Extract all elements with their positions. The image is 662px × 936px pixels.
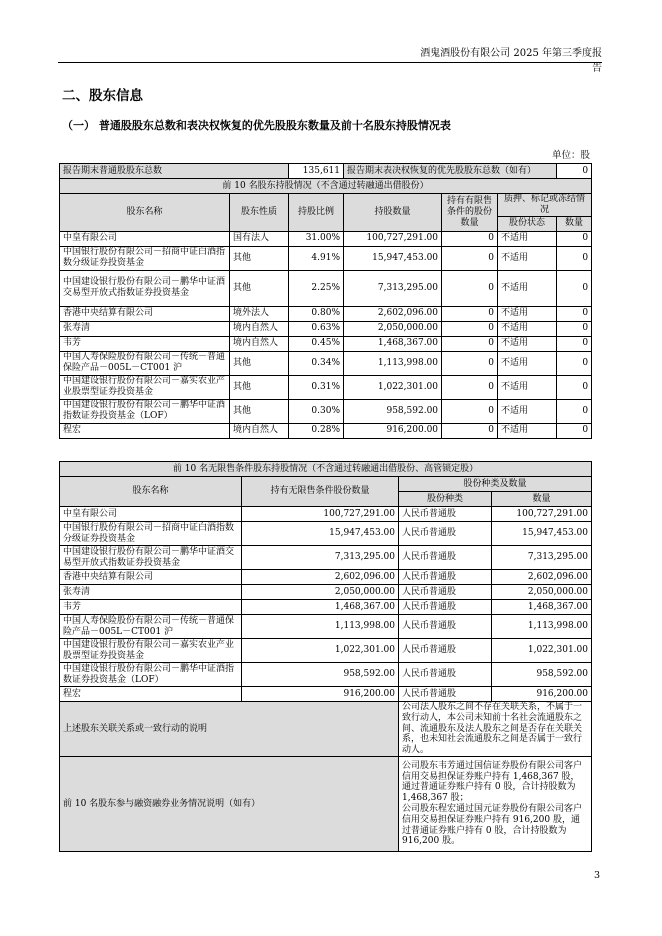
pledge-status: 不适用	[498, 270, 557, 306]
relation-note-text: 公司法人股东之间不存在关联关系，不属于一致行动人，本公司未知前十名社会流通股东之间、流通股东及法人股东之间是否存在关联关系，也未知社会流通股东之间是否属于一致行动人。	[399, 702, 592, 757]
shareholding-ratio: 0.28%	[289, 423, 344, 438]
shareholder-name: 中皇有限公司	[60, 507, 242, 522]
unit-label: 单位：股	[551, 150, 590, 161]
restricted-qty: 0	[442, 231, 498, 246]
share-type-qty: 1,022,301.00	[492, 639, 592, 663]
shareholding-qty: 7,313,295.00	[344, 270, 442, 306]
col-header-restricted: 持有有限售条件的股份数量	[442, 194, 498, 232]
col-header-ratio: 持股比例	[289, 194, 344, 232]
share-type: 人民币普通股	[399, 600, 492, 615]
table-row	[60, 321, 592, 336]
pledge-qty: 0	[557, 270, 592, 306]
pledge-status: 不适用	[498, 351, 557, 375]
pledge-qty: 0	[557, 321, 592, 336]
margin-note-text	[399, 756, 592, 851]
u-col-header-type-group: 股份种类及数量	[399, 477, 592, 492]
col-header-nature: 股东性质	[230, 194, 289, 232]
pledge-qty: 0	[557, 375, 592, 399]
u-col-header-type: 股份种类	[399, 492, 492, 507]
shareholding-qty: 1,022,301.00	[344, 375, 442, 399]
shareholding-qty: 1,468,367.00	[344, 336, 442, 351]
shareholder-name: 中国建设银行股份有限公司－嘉实农业产业股票型证券投资基金	[60, 375, 230, 399]
col-header-pledge: 质押、标记或冻结情况	[498, 194, 592, 217]
shareholder-nature: 其他	[230, 270, 289, 306]
shareholder-name: 中皇有限公司	[60, 231, 230, 246]
unrestricted-qty: 100,727,291.00	[242, 507, 399, 522]
pledge-qty: 0	[557, 231, 592, 246]
share-type-qty: 7,313,295.00	[492, 546, 592, 570]
unrestricted-qty: 2,602,096.00	[242, 570, 399, 585]
restricted-qty: 0	[442, 375, 498, 399]
shareholding-ratio: 0.31%	[289, 375, 344, 399]
pledge-qty: 0	[557, 246, 592, 270]
unrestricted-qty: 15,947,453.00	[242, 522, 399, 546]
restricted-qty: 0	[442, 336, 498, 351]
shareholding-qty: 100,727,291.00	[344, 231, 442, 246]
table-row	[60, 615, 592, 639]
relation-note-row	[60, 702, 592, 757]
shareholder-nature: 国有法人	[230, 231, 289, 246]
top10-caption: 前 10 名股东持股情况（不含通过转融通出借股份）	[60, 179, 592, 194]
unrestricted-caption: 前 10 名无限售条件股东持股情况（不含通过转融通出借股份、高管锁定股）	[60, 462, 592, 477]
unrestricted-qty: 916,200.00	[242, 687, 399, 702]
margin-note-label: 前 10 名股东参与融资融券业务情况说明（如有）	[60, 756, 399, 851]
share-type-qty: 15,947,453.00	[492, 522, 592, 546]
pledge-qty: 0	[557, 423, 592, 438]
share-type: 人民币普通股	[399, 546, 492, 570]
restricted-qty: 0	[442, 321, 498, 336]
unrestricted-qty: 1,468,367.00	[242, 600, 399, 615]
share-type-qty: 100,727,291.00	[492, 507, 592, 522]
pledge-status: 不适用	[498, 336, 557, 351]
pledge-qty: 0	[557, 351, 592, 375]
shareholder-name: 中国建设银行股份有限公司－鹏华中证酒指数证券投资基金（LOF）	[60, 399, 230, 423]
unrestricted-qty: 2,050,000.00	[242, 585, 399, 600]
table-row	[60, 306, 592, 321]
top10-shareholders-table	[59, 163, 592, 439]
shareholder-nature: 其他	[230, 351, 289, 375]
shareholding-qty: 2,050,000.00	[344, 321, 442, 336]
shareholding-ratio: 0.80%	[289, 306, 344, 321]
table-row	[60, 585, 592, 600]
table-row	[60, 375, 592, 399]
pledge-status: 不适用	[498, 231, 557, 246]
table-row	[60, 687, 592, 702]
shareholder-name: 中国建设银行股份有限公司－嘉实农业产业股票型证券投资基金	[60, 639, 242, 663]
shareholder-name: 中国建设银行股份有限公司－鹏华中证酒交易型开放式指数证券投资基金	[60, 270, 230, 306]
shareholder-name: 韦芳	[60, 336, 230, 351]
pledge-status: 不适用	[498, 306, 557, 321]
shareholding-qty: 2,602,096.00	[344, 306, 442, 321]
shareholder-nature: 其他	[230, 399, 289, 423]
col-header-name: 股东名称	[60, 194, 230, 232]
restricted-qty: 0	[442, 399, 498, 423]
table-row	[60, 600, 592, 615]
restricted-qty: 0	[442, 270, 498, 306]
share-type-qty: 1,113,998.00	[492, 615, 592, 639]
u-col-header-type-qty: 数量	[492, 492, 592, 507]
col-header-qty: 持股数量	[344, 194, 442, 232]
pledge-status: 不适用	[498, 423, 557, 438]
share-type-qty: 916,200.00	[492, 687, 592, 702]
shareholder-name: 程宏	[60, 423, 230, 438]
table-row	[60, 507, 592, 522]
shareholder-nature: 其他	[230, 246, 289, 270]
col-header-pledge-qty: 数量	[557, 216, 592, 231]
table-row	[60, 663, 592, 687]
table-row	[60, 246, 592, 270]
summary-value-common: 135,611	[289, 164, 344, 179]
shareholder-name: 中国建设银行股份有限公司－鹏华中证酒交易型开放式指数证券投资基金	[60, 546, 242, 570]
shareholding-qty: 15,947,453.00	[344, 246, 442, 270]
shareholder-name: 程宏	[60, 687, 242, 702]
pledge-status: 不适用	[498, 246, 557, 270]
share-type: 人民币普通股	[399, 615, 492, 639]
margin-note-row	[60, 756, 592, 851]
unrestricted-qty: 958,592.00	[242, 663, 399, 687]
share-type: 人民币普通股	[399, 687, 492, 702]
shareholder-name: 中国人寿保险股份有限公司－传统－普通保险产品－005L－CT001 沪	[60, 615, 242, 639]
share-type: 人民币普通股	[399, 507, 492, 522]
shareholder-name: 张寿清	[60, 321, 230, 336]
margin-note-paragraph: 公司股东程宏通过国元证券股份有限公司客户信用交易担保证券账户持有 916,200 股，通过普通证券账户持有 0 股，合计持股数为 916,200 股。	[402, 803, 583, 847]
pledge-qty: 0	[557, 336, 592, 351]
pledge-status: 不适用	[498, 399, 557, 423]
share-type-qty: 958,592.00	[492, 663, 592, 687]
table-row	[60, 639, 592, 663]
share-type-qty: 1,468,367.00	[492, 600, 592, 615]
table-row	[60, 399, 592, 423]
shareholding-ratio: 0.45%	[289, 336, 344, 351]
table-row	[60, 570, 592, 585]
relation-note-label: 上述股东关联关系或一致行动的说明	[60, 702, 399, 757]
unrestricted-shareholders-table	[59, 461, 592, 852]
page-header: 酒鬼酒股份有限公司 2025 年第三季度报告	[420, 48, 602, 74]
shareholding-ratio: 31.00%	[289, 231, 344, 246]
unrestricted-qty: 7,313,295.00	[242, 546, 399, 570]
shareholder-name: 香港中央结算有限公司	[60, 570, 242, 585]
shareholding-qty: 1,113,998.00	[344, 351, 442, 375]
shareholder-name: 中国建设银行股份有限公司－鹏华中证酒指数证券投资基金（LOF）	[60, 663, 242, 687]
share-type: 人民币普通股	[399, 663, 492, 687]
margin-note-paragraph: 公司股东韦芳通过国信证券股份有限公司客户信用交易担保证券账户持有 1,468,367 股，通过普通证券账户持有 0 股，合计持股数为 1,468,367 股；	[402, 760, 583, 804]
summary-label-preferred: 报告期末表决权恢复的优先股股东总数（如有）	[344, 164, 557, 179]
share-type: 人民币普通股	[399, 585, 492, 600]
shareholder-name: 中国人寿保险股份有限公司－传统－普通保险产品－005L－CT001 沪	[60, 351, 230, 375]
restricted-qty: 0	[442, 423, 498, 438]
table-row	[60, 522, 592, 546]
pledge-status: 不适用	[498, 375, 557, 399]
shareholder-name: 中国银行股份有限公司－招商中证白酒指数分级证券投资基金	[60, 522, 242, 546]
shareholding-ratio: 2.25%	[289, 270, 344, 306]
shareholding-qty: 916,200.00	[344, 423, 442, 438]
share-type-qty: 2,050,000.00	[492, 585, 592, 600]
pledge-status: 不适用	[498, 321, 557, 336]
shareholder-name: 香港中央结算有限公司	[60, 306, 230, 321]
shareholder-nature: 其他	[230, 375, 289, 399]
table-row	[60, 270, 592, 306]
pledge-qty: 0	[557, 306, 592, 321]
shareholder-nature: 境外法人	[230, 306, 289, 321]
u-col-header-name: 股东名称	[60, 477, 242, 507]
shareholding-ratio: 4.91%	[289, 246, 344, 270]
share-type: 人民币普通股	[399, 522, 492, 546]
table-row	[60, 231, 592, 246]
restricted-qty: 0	[442, 246, 498, 270]
shareholder-nature: 境内自然人	[230, 321, 289, 336]
shareholding-ratio: 0.30%	[289, 399, 344, 423]
header-rule	[58, 62, 602, 63]
shareholder-name: 韦芳	[60, 600, 242, 615]
table-row	[60, 546, 592, 570]
subsection-title: （一） 普通股股东总数和表决权恢复的优先股股东数量及前十名股东持股情况表	[62, 119, 451, 132]
unrestricted-qty: 1,113,998.00	[242, 615, 399, 639]
shareholder-nature: 境内自然人	[230, 423, 289, 438]
shareholding-ratio: 0.34%	[289, 351, 344, 375]
shareholder-nature: 境内自然人	[230, 336, 289, 351]
shareholding-qty: 958,592.00	[344, 399, 442, 423]
table-row	[60, 336, 592, 351]
shareholding-ratio: 0.63%	[289, 321, 344, 336]
share-type-qty: 2,602,096.00	[492, 570, 592, 585]
shareholder-name: 中国银行股份有限公司－招商中证白酒指数分级证券投资基金	[60, 246, 230, 270]
table-row	[60, 423, 592, 438]
pledge-qty: 0	[557, 399, 592, 423]
unrestricted-qty: 1,022,301.00	[242, 639, 399, 663]
summary-value-preferred: 0	[557, 164, 592, 179]
col-header-pledge-status: 股份状态	[498, 216, 557, 231]
restricted-qty: 0	[442, 306, 498, 321]
u-col-header-qty: 持有无限售条件股份数量	[242, 477, 399, 507]
share-type: 人民币普通股	[399, 639, 492, 663]
table-row	[60, 351, 592, 375]
summary-label-common: 报告期末普通股股东总数	[60, 164, 289, 179]
shareholder-name: 张寿清	[60, 585, 242, 600]
page-number: 3	[593, 870, 600, 881]
share-type: 人民币普通股	[399, 570, 492, 585]
section-title: 二、股东信息	[62, 88, 143, 104]
restricted-qty: 0	[442, 351, 498, 375]
